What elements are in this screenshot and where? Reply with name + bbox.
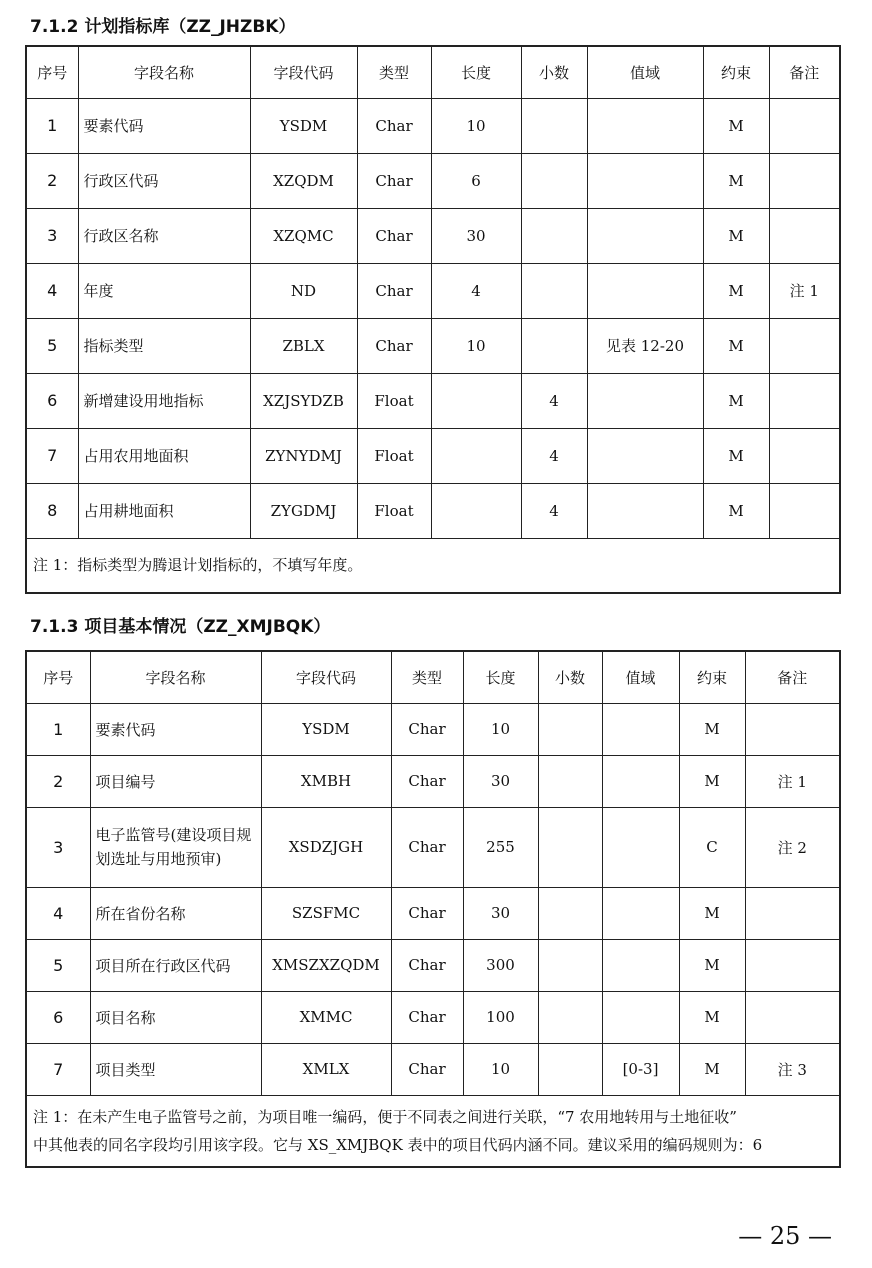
field-domain — [587, 483, 703, 538]
field-decimal — [521, 318, 587, 373]
field-name: 行政区代码 — [78, 153, 250, 208]
field-length: 30 — [463, 755, 538, 807]
field-decimal: 4 — [521, 373, 587, 428]
field-domain — [602, 755, 679, 807]
table-row — [26, 703, 840, 755]
field-remark: 注 1 — [769, 263, 840, 318]
field-type: Char — [357, 208, 431, 263]
field-constraint: M — [703, 373, 769, 428]
field-decimal — [538, 887, 602, 939]
table-row — [26, 318, 840, 373]
field-type: Float — [357, 483, 431, 538]
field-remark — [769, 98, 840, 153]
table-xmjbqk — [25, 650, 841, 1168]
field-type: Char — [391, 1043, 463, 1095]
column-header: 备注 — [745, 651, 840, 703]
row-number: 1 — [26, 703, 90, 755]
field-decimal — [538, 1043, 602, 1095]
column-header: 备注 — [769, 46, 840, 98]
field-length: 300 — [463, 939, 538, 991]
field-constraint: C — [679, 807, 745, 887]
field-domain — [602, 887, 679, 939]
field-domain: 见表 12-20 — [587, 318, 703, 373]
field-code: ND — [250, 263, 357, 318]
field-remark — [769, 153, 840, 208]
field-constraint: M — [679, 703, 745, 755]
field-name: 要素代码 — [78, 98, 250, 153]
field-constraint: M — [679, 939, 745, 991]
field-constraint: M — [679, 887, 745, 939]
field-remark — [745, 991, 840, 1043]
field-constraint: M — [679, 755, 745, 807]
field-constraint: M — [679, 991, 745, 1043]
field-name: 占用耕地面积 — [78, 483, 250, 538]
field-constraint: M — [703, 318, 769, 373]
field-remark — [745, 703, 840, 755]
field-length: 10 — [431, 98, 521, 153]
column-header: 序号 — [26, 46, 78, 98]
field-type: Char — [357, 318, 431, 373]
row-number: 5 — [26, 939, 90, 991]
note-line: 中其他表的同名字段均引用该字段。它与 XS_XMJBQK 表中的项目代码内涵不同。建议采用的编码规则为：6 — [33, 1135, 763, 1154]
field-length — [431, 428, 521, 483]
field-name: 电子监管号(建设项目规划选址与用地预审) — [90, 807, 261, 887]
field-type: Char — [391, 991, 463, 1043]
field-remark — [769, 318, 840, 373]
row-number: 7 — [26, 428, 78, 483]
field-decimal — [538, 807, 602, 887]
field-remark: 注 1 — [745, 755, 840, 807]
field-type: Char — [391, 887, 463, 939]
column-header: 值域 — [602, 651, 679, 703]
table-row — [26, 208, 840, 263]
table-row — [26, 263, 840, 318]
field-domain — [587, 428, 703, 483]
column-header: 小数 — [538, 651, 602, 703]
field-remark — [769, 208, 840, 263]
field-code: XSDZJGH — [261, 807, 391, 887]
field-domain — [602, 939, 679, 991]
field-decimal: 4 — [521, 483, 587, 538]
field-decimal — [538, 703, 602, 755]
field-length: 10 — [431, 318, 521, 373]
field-length: 4 — [431, 263, 521, 318]
column-header: 长度 — [431, 46, 521, 98]
field-remark — [769, 373, 840, 428]
field-domain — [587, 153, 703, 208]
field-constraint: M — [679, 1043, 745, 1095]
table-jhzbk — [25, 45, 841, 594]
field-remark — [769, 428, 840, 483]
note-line: 注 1：在未产生电子监管号之前，为项目唯一编码，便于不同表之间进行关联，“7 农用地转用与土地征收” — [33, 1107, 737, 1126]
table-row — [26, 887, 840, 939]
field-decimal — [538, 991, 602, 1043]
field-domain — [587, 208, 703, 263]
field-decimal — [521, 153, 587, 208]
field-length — [431, 373, 521, 428]
field-decimal — [521, 98, 587, 153]
column-header: 序号 — [26, 651, 90, 703]
field-code: XZJSYDZB — [250, 373, 357, 428]
field-length: 255 — [463, 807, 538, 887]
field-type: Float — [357, 428, 431, 483]
field-length: 100 — [463, 991, 538, 1043]
row-number: 7 — [26, 1043, 90, 1095]
field-code: ZYNYDMJ — [250, 428, 357, 483]
field-length: 6 — [431, 153, 521, 208]
field-constraint: M — [703, 98, 769, 153]
field-name: 指标类型 — [78, 318, 250, 373]
table-row — [26, 807, 840, 887]
field-remark: 注 3 — [745, 1043, 840, 1095]
table-note: 注 1：指标类型为腾退计划指标的，不填写年度。 — [26, 538, 840, 593]
table-row — [26, 939, 840, 991]
row-number: 4 — [26, 887, 90, 939]
field-domain — [602, 703, 679, 755]
field-domain — [587, 263, 703, 318]
table-row — [26, 373, 840, 428]
field-code: XMSZXZQDM — [261, 939, 391, 991]
field-decimal: 4 — [521, 428, 587, 483]
field-length: 10 — [463, 1043, 538, 1095]
field-domain — [587, 98, 703, 153]
field-code: XMBH — [261, 755, 391, 807]
table-row — [26, 153, 840, 208]
field-constraint: M — [703, 483, 769, 538]
field-length: 30 — [463, 887, 538, 939]
field-code: XMMC — [261, 991, 391, 1043]
table-row — [26, 991, 840, 1043]
field-length — [431, 483, 521, 538]
field-type: Char — [357, 263, 431, 318]
table-row — [26, 483, 840, 538]
field-type: Float — [357, 373, 431, 428]
row-number: 6 — [26, 373, 78, 428]
table-row — [26, 428, 840, 483]
table-note-row — [26, 1095, 840, 1167]
field-name: 项目所在行政区代码 — [90, 939, 261, 991]
page-number: — 25 — — [738, 1222, 832, 1250]
field-type: Char — [357, 153, 431, 208]
row-number: 1 — [26, 98, 78, 153]
column-header: 约束 — [703, 46, 769, 98]
field-decimal — [538, 939, 602, 991]
field-constraint: M — [703, 208, 769, 263]
field-domain — [587, 373, 703, 428]
field-length: 30 — [431, 208, 521, 263]
field-name: 项目类型 — [90, 1043, 261, 1095]
row-number: 2 — [26, 153, 78, 208]
row-number: 6 — [26, 991, 90, 1043]
column-header: 类型 — [391, 651, 463, 703]
field-code: SZSFMC — [261, 887, 391, 939]
field-type: Char — [357, 98, 431, 153]
column-header: 值域 — [587, 46, 703, 98]
field-name: 占用农用地面积 — [78, 428, 250, 483]
field-remark: 注 2 — [745, 807, 840, 887]
section-heading-jhzbk: 7.1.2 计划指标库（ZZ_JHZBK） — [30, 17, 296, 37]
table-row — [26, 98, 840, 153]
row-number: 2 — [26, 755, 90, 807]
field-name: 行政区名称 — [78, 208, 250, 263]
field-decimal — [538, 755, 602, 807]
table-header-row — [26, 46, 840, 98]
table-row — [26, 1043, 840, 1095]
field-decimal — [521, 208, 587, 263]
column-header: 小数 — [521, 46, 587, 98]
field-code: YSDM — [250, 98, 357, 153]
field-name: 所在省份名称 — [90, 887, 261, 939]
column-header: 字段名称 — [78, 46, 250, 98]
field-domain — [602, 807, 679, 887]
row-number: 5 — [26, 318, 78, 373]
field-code: XMLX — [261, 1043, 391, 1095]
field-type: Char — [391, 703, 463, 755]
field-remark — [745, 939, 840, 991]
row-number: 3 — [26, 807, 90, 887]
column-header: 字段代码 — [261, 651, 391, 703]
field-name: 要素代码 — [90, 703, 261, 755]
row-number: 3 — [26, 208, 78, 263]
row-number: 4 — [26, 263, 78, 318]
column-header: 字段代码 — [250, 46, 357, 98]
field-code: XZQDM — [250, 153, 357, 208]
table-header-row — [26, 651, 840, 703]
field-domain — [602, 991, 679, 1043]
field-length: 10 — [463, 703, 538, 755]
field-type: Char — [391, 807, 463, 887]
field-code: XZQMC — [250, 208, 357, 263]
field-type: Char — [391, 939, 463, 991]
field-name: 年度 — [78, 263, 250, 318]
field-domain: [0-3] — [602, 1043, 679, 1095]
table-note-row — [26, 538, 840, 593]
field-code: ZBLX — [250, 318, 357, 373]
field-constraint: M — [703, 428, 769, 483]
table-note — [26, 1095, 840, 1167]
column-header: 字段名称 — [90, 651, 261, 703]
field-name: 新增建设用地指标 — [78, 373, 250, 428]
field-name: 项目名称 — [90, 991, 261, 1043]
field-type: Char — [391, 755, 463, 807]
field-remark — [769, 483, 840, 538]
field-code: YSDM — [261, 703, 391, 755]
field-remark — [745, 887, 840, 939]
field-decimal — [521, 263, 587, 318]
table-row — [26, 755, 840, 807]
column-header: 长度 — [463, 651, 538, 703]
field-code: ZYGDMJ — [250, 483, 357, 538]
column-header: 约束 — [679, 651, 745, 703]
field-name: 项目编号 — [90, 755, 261, 807]
field-constraint: M — [703, 153, 769, 208]
column-header: 类型 — [357, 46, 431, 98]
section-heading-xmjbqk: 7.1.3 项目基本情况（ZZ_XMJBQK） — [30, 617, 331, 637]
field-constraint: M — [703, 263, 769, 318]
row-number: 8 — [26, 483, 78, 538]
